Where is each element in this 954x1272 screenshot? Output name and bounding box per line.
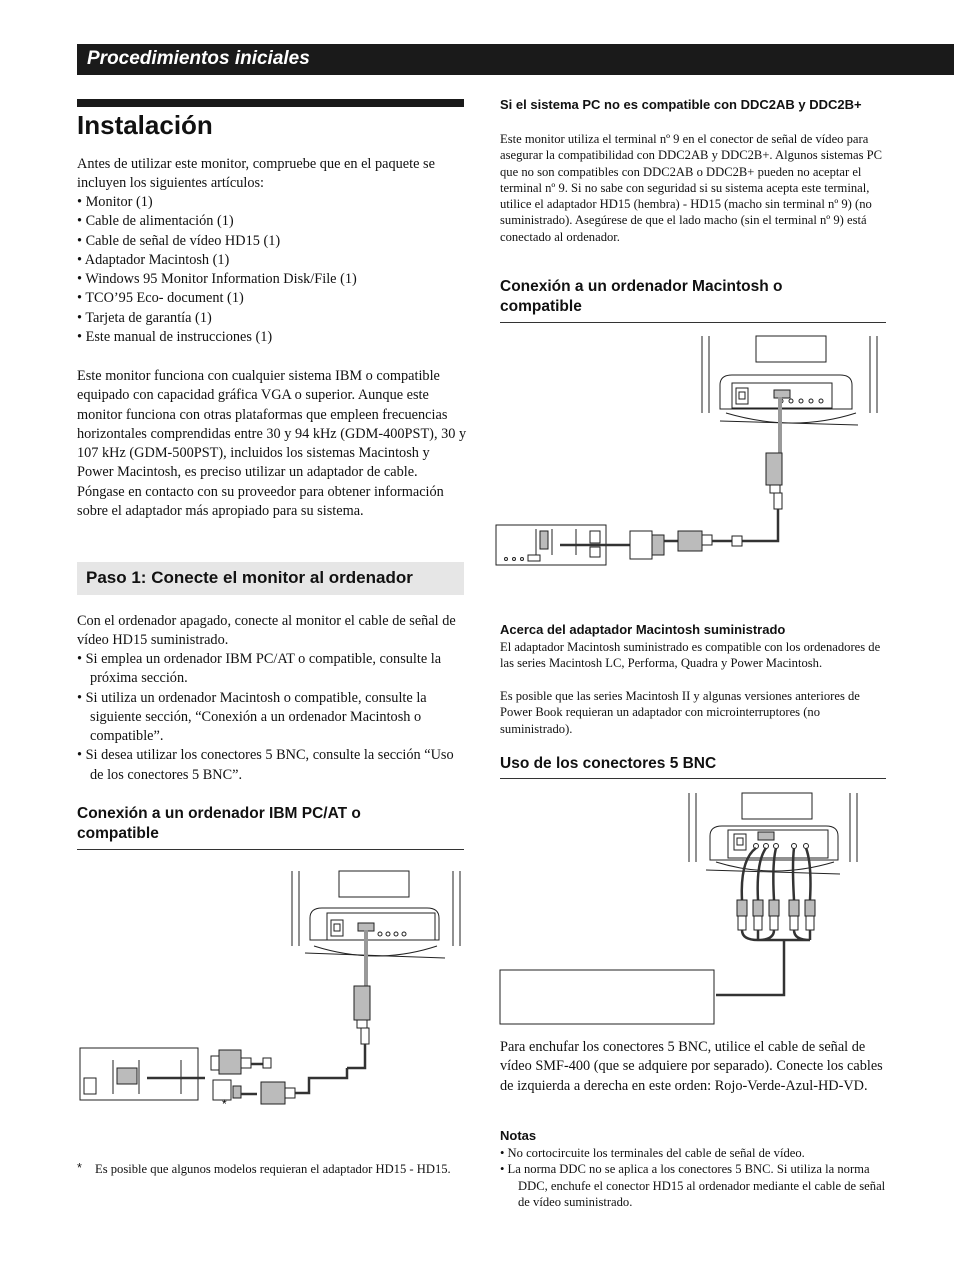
step-bullets	[77, 650, 467, 785]
mac-connection-diagram	[494, 333, 886, 573]
ibm-heading: Conexión a un ordenador IBM PC/AT o compatible	[77, 805, 361, 842]
package-items-list	[77, 193, 467, 347]
title-rule	[77, 99, 464, 107]
step-title: Paso 1: Conecte el monitor al ordenador	[86, 568, 413, 587]
list-item: • Cable de señal de vídeo HD15 (1)	[77, 232, 281, 249]
page-title: Instalación	[77, 110, 213, 140]
adapter-heading: Acerca del adaptador Macintosh suministrado	[500, 622, 786, 637]
list-item: • Si desea utilizar los conectores 5 BNC, consulte la sección “Uso de los conectores 5 BNC”.	[77, 747, 454, 783]
list-item: • Cable de alimentación (1)	[77, 213, 234, 230]
list-item: • Windows 95 Monitor Information Disk/File (1)	[77, 271, 357, 288]
heading-rule	[500, 778, 886, 779]
bnc-connection-diagram	[494, 790, 886, 1028]
list-item: • Si utiliza un ordenador Macintosh o compatible, consulte la siguiente sección, “Conexión a un ordenador Macintosh o compatible”.	[77, 689, 427, 745]
mac-heading: Conexión a un ordenador Macintosh o compatible	[500, 278, 783, 315]
svg-text:*: *	[222, 1097, 227, 1111]
list-item: • Monitor (1)	[77, 194, 153, 210]
footnote-mark: *	[77, 1161, 82, 1175]
list-item: • Tarjeta de garantía (1)	[77, 309, 212, 326]
bnc-heading: Uso de los conectores 5 BNC	[500, 755, 717, 772]
footnote: Es posible que algunos modelos requieran el adaptador HD15 - HD15.	[95, 1162, 451, 1176]
ddc-heading: Si el sistema PC no es compatible con DDC2AB y DDC2B+	[500, 97, 862, 112]
heading-rule	[77, 849, 464, 850]
ibm-connection-diagram	[77, 868, 467, 1113]
adapter-paragraph-1: El adaptador Macintosh suministrado es compatible con los ordenadores de las series Macintosh LC, Performa, Quadra y Power Macintosh.	[500, 640, 881, 671]
list-item: • No cortocircuite los terminales del cable de señal de vídeo.	[500, 1146, 805, 1160]
intro-paragraph: Antes de utilizar este monitor, compruebe que en el paquete se incluyen los siguientes artículos:	[77, 156, 435, 192]
list-item: • La norma DDC no se aplica a los conectores 5 BNC. Si utiliza la norma DDC, enchufe el conector HD15 al ordenador mediante el cable de señal de vídeo suministrado.	[500, 1162, 886, 1209]
step-box	[77, 562, 464, 595]
list-item: • Si emplea un ordenador IBM PC/AT o compatible, consulte la próxima sección.	[77, 651, 442, 687]
notes-heading: Notas	[500, 1128, 537, 1143]
notes-list	[500, 1145, 890, 1210]
list-item: • Adaptador Macintosh (1)	[77, 251, 230, 268]
list-item: • Este manual de instrucciones (1)	[77, 329, 273, 346]
list-item: • TCO’95 Eco- document (1)	[77, 290, 244, 307]
bnc-paragraph: Para enchufar los conectores 5 BNC, utilice el cable de señal de vídeo SMF-400 (que se adquiere por separado). Conecte los cables de izquierda a derecha en este orden: Rojo-Verde-Azul-HD-VD.	[500, 1039, 883, 1094]
section-header-bar	[77, 44, 954, 75]
ddc-paragraph: Este monitor utiliza el terminal nº 9 en el conector de señal de vídeo para asegurar la compatibilidad con DDC2AB y DDC2B+. Algunos sistemas PC que no son compatibles con DDC2AB o DDC2B+ pueden no aceptar el terminal nº 9. Si no sabe con seguridad si su sistema acepta este terminal, utilice el adaptador HD15 (hembra) - HD15 (macho sin terminal nº 9) (no suministrado). Asegúrese de que el lado macho (sin el terminal nº 9) está conectado al ordenador.	[500, 132, 883, 244]
adapter-paragraph-2: Es posible que las series Macintosh II y algunas versiones anteriores de Power Book requieran un adaptador con microinterruptores (no suministrado).	[500, 689, 860, 736]
step-intro: Con el ordenador apagado, conecte al monitor el cable de señal de vídeo HD15 suministrado.	[77, 613, 456, 649]
compatibility-paragraph: Este monitor funciona con cualquier sistema IBM o compatible equipado con capacidad gráfica VGA o superior. Aunque este monitor funciona con otras plataformas que empleen frecuencias horizontales comprendidas entre 30 y 94 kHz (GDM-400PST), 30 y 107 kHz (GDM-500PST), incluidos los sistemas Macintosh y Power Macintosh, es preciso utilizar un adaptador de cable. Póngase en contacto con su proveedor para obtener información sobre el adaptador más apropiado para su sistema.	[77, 368, 467, 520]
heading-rule	[500, 322, 886, 323]
section-title: Procedimientos iniciales	[87, 48, 310, 69]
